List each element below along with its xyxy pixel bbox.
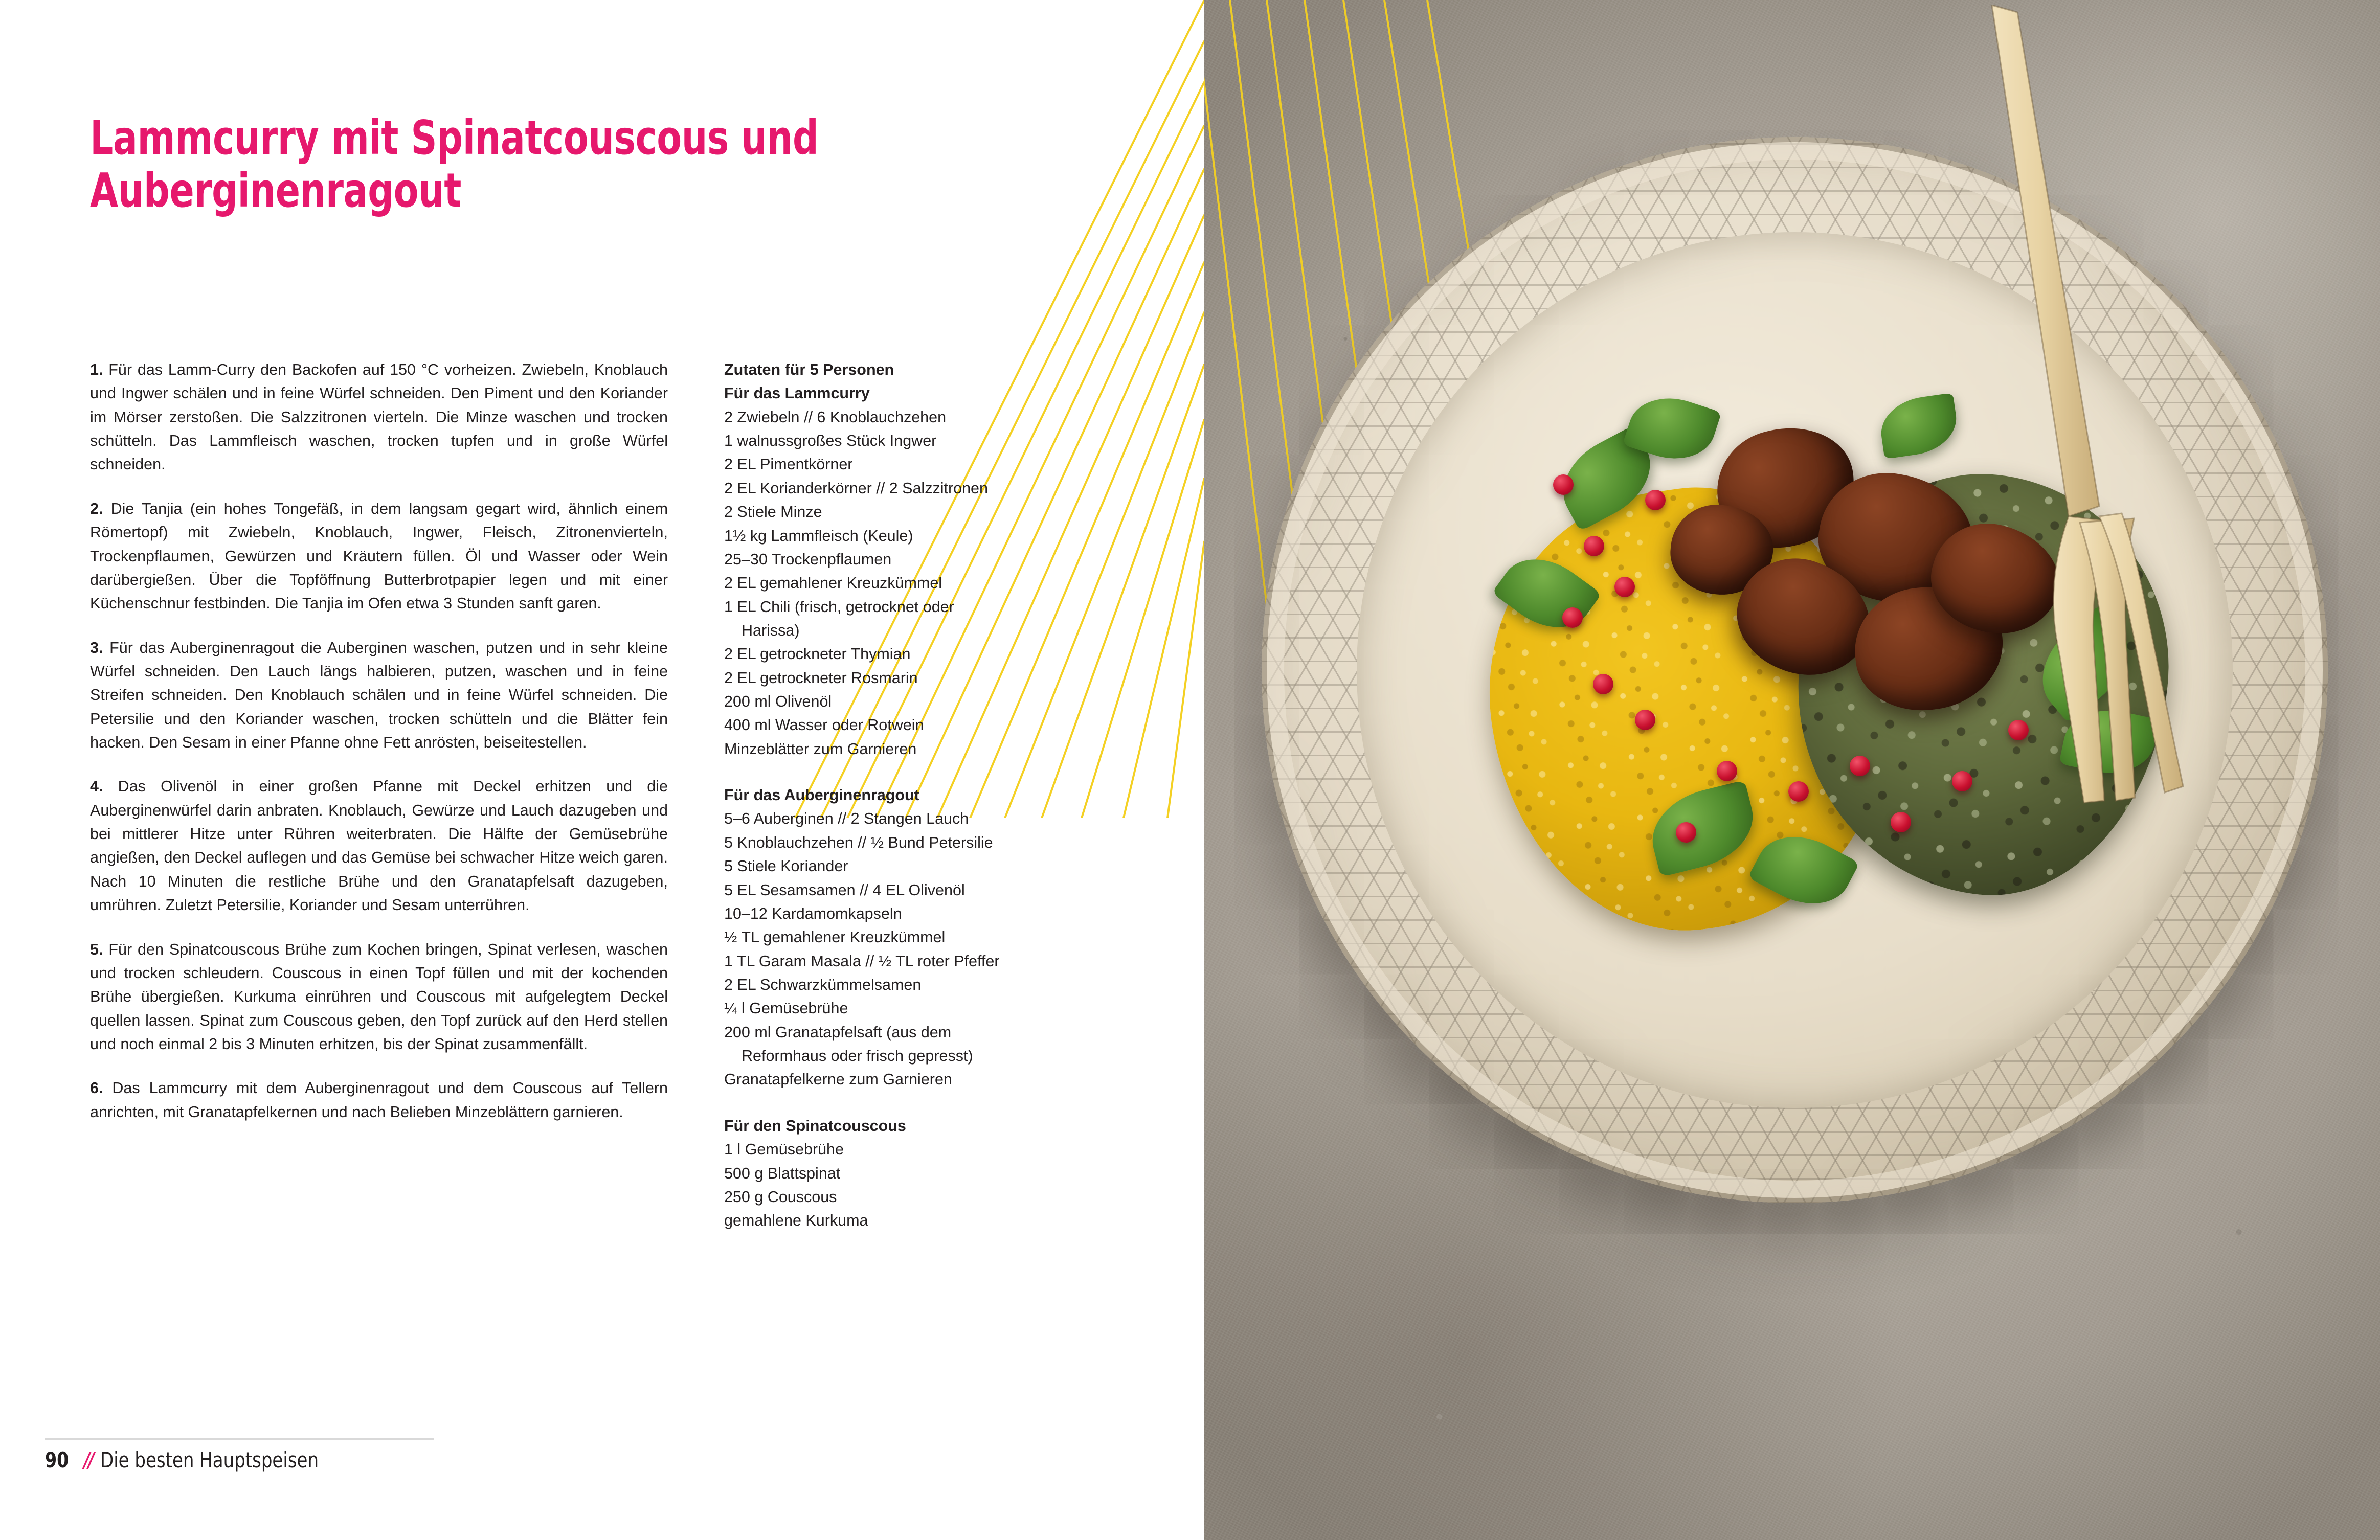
pomegranate-seed — [2008, 720, 2029, 740]
ingredient-line-continued: Harissa) — [742, 621, 800, 639]
pomegranate-seed — [1562, 607, 1583, 628]
pomegranate-seed — [1635, 710, 1655, 730]
ingredient-line: 2 EL Schwarzkümmelsamen — [724, 976, 922, 993]
ingredient-group-heading: Für das Lammcurry — [724, 384, 870, 402]
ingredient-line: 1 l Gemüsebrühe — [724, 1141, 844, 1159]
step-number: 1. — [90, 361, 103, 378]
page-number: 90 — [45, 1447, 69, 1473]
step-text: Die Tanjia (ein hohes Tongefäß, in dem langsam gegart wird, ähnlich einem Römertopf) mit Zwiebeln, Knoblauch, Ingwer, Fleisch, Zitronenvierteln, Trockenpflaumen, Gewürzen und Kräutern füllen. Öl und Wasser oder Wein darübergießen. Über die Topföffnung Butterbrotpapier legen und mit einer Küchenschnur festbinden. Die Tanjia im Ofen etwa 3 Stunden sanft garen. — [90, 500, 668, 613]
step-text: Das Olivenöl in einer großen Pfanne mit Deckel erhitzen und die Auberginenwürfel darin anbraten. Knoblauch, Gewürze und Lauch dazugeben und bei mittlerer Hitze unter Rühren weiterbraten. Die Hälfte der Gemüsebrühe angießen, den Deckel auflegen und das Gemüse bei schwacher Hitze weich garen. Nach 10 Minuten die restliche Brühe und den Granatapfelsaft dazugeben, umrühren. Zuletzt Petersilie, Koriander und Sesam unterrühren. — [90, 778, 668, 914]
step-item — [90, 497, 668, 616]
footer-divider — [45, 1438, 434, 1440]
ingredient-line: 10–12 Kardamomkapseln — [724, 904, 902, 922]
ingredient-line: ½ TL gemahlener Kreuzkümmel — [724, 928, 946, 946]
step-text: Das Lammcurry mit dem Auberginenragout und dem Couscous auf Tellern anrichten, mit Granatapfelkernen und nach Belieben Minzeblättern garnieren. — [90, 1079, 668, 1121]
ingredient-line: 1½ kg Lammfleisch (Keule) — [724, 527, 913, 545]
ingredient-line: 500 g Blattspinat — [724, 1164, 841, 1182]
ingredient-line: 1 TL Garam Masala // ½ TL roter Pfeffer — [724, 952, 1000, 970]
ingredient-line: 5–6 Auberginen // 2 Stangen Lauch — [724, 810, 969, 828]
step-number: 6. — [90, 1079, 103, 1097]
recipe-photo — [1204, 0, 2380, 1540]
ingredient-line: 1 EL Chili (frisch, getrocknet oder — [724, 598, 954, 616]
pomegranate-seed — [1614, 577, 1635, 597]
ingredient-line: 5 EL Sesamsamen // 4 EL Olivenöl — [724, 881, 965, 899]
ingredient-line: 1 walnussgroßes Stück Ingwer — [724, 432, 937, 450]
pomegranate-seed — [1788, 781, 1809, 802]
ingredient-line: 5 Knoblauchzehen // ½ Bund Petersilie — [724, 833, 993, 851]
ingredient-group — [724, 783, 1077, 1092]
pomegranate-seed — [1850, 756, 1870, 776]
ingredient-line: gemahlene Kurkuma — [724, 1212, 868, 1230]
ceramic-plate — [1262, 137, 2328, 1203]
pomegranate-seed — [1553, 474, 1574, 495]
ingredient-line: 200 ml Granatapfelsaft (aus dem — [724, 1023, 952, 1041]
step-item — [90, 775, 668, 917]
ingredient-line: 5 Stiele Koriander — [724, 857, 848, 875]
footer-separator: // — [81, 1447, 95, 1473]
ingredient-group-heading: Für den Spinatcouscous — [724, 1117, 906, 1135]
ingredient-line: ¼ l Gemüsebrühe — [724, 1000, 848, 1017]
ingredient-group — [724, 358, 1077, 761]
pomegranate-seed — [1717, 761, 1737, 781]
pomegranate-seed — [1891, 812, 1911, 832]
ingredient-line: Minzeblätter zum Garnieren — [724, 740, 917, 758]
page-title — [90, 111, 959, 217]
pomegranate-seed — [1593, 674, 1613, 694]
pomegranate-seed — [1584, 536, 1604, 556]
ingredient-line: 2 Stiele Minze — [724, 503, 822, 521]
ingredient-line: 2 EL getrockneter Thymian — [724, 645, 911, 663]
pomegranate-seed — [1645, 490, 1666, 510]
step-item — [90, 358, 668, 477]
page-footer — [45, 1447, 343, 1473]
plated-food — [1430, 321, 2177, 1027]
servings-heading: Zutaten für 5 Personen — [724, 361, 894, 378]
step-item — [90, 636, 668, 755]
ingredient-line: 2 EL gemahlener Kreuzkümmel — [724, 574, 942, 592]
preparation-steps — [90, 358, 668, 1233]
footer-section-label: Die besten Hauptspeisen — [100, 1447, 319, 1473]
step-item — [90, 938, 668, 1056]
ingredient-line: 400 ml Wasser oder Rotwein — [724, 716, 924, 734]
step-number: 3. — [90, 639, 103, 656]
ingredient-line: 2 EL getrockneter Rosmarin — [724, 669, 918, 687]
ingredient-line: 2 Zwiebeln // 6 Knoblauchzehen — [724, 408, 947, 426]
pomegranate-seed — [1952, 771, 1972, 791]
recipe-title: Lammcurry mit Spinatcouscous und Auberginenragout — [90, 110, 819, 218]
step-item — [90, 1076, 668, 1124]
ingredient-group — [724, 1114, 1077, 1233]
ingredient-line: 200 ml Olivenöl — [724, 693, 832, 711]
recipe-body — [90, 358, 1123, 1233]
ingredient-line-continued: Reformhaus oder frisch gepresst) — [742, 1047, 973, 1065]
ingredient-group-heading: Für das Auberginenragout — [724, 786, 919, 804]
step-number: 2. — [90, 500, 103, 517]
ingredients-column — [724, 358, 1077, 1233]
ingredient-line: 2 EL Pimentkörner — [724, 456, 853, 473]
step-text: Für das Auberginenragout die Auberginen waschen, putzen und in sehr kleine Würfel schneiden. Den Lauch längs halbieren, putzen, waschen und in feine Streifen schneiden. Den Knoblauch schälen und in feine Würfel schneiden. Die Petersilie und den Koriander waschen, trocken schütteln und die Blätter fein hacken. Den Sesam in einer Pfanne ohne Fett anrösten, beiseitestellen. — [90, 639, 668, 752]
pomegranate-seed — [1676, 822, 1696, 843]
step-number: 5. — [90, 940, 103, 958]
ingredient-line: Granatapfelkerne zum Garnieren — [724, 1071, 952, 1089]
ingredient-line: 2 EL Korianderkörner // 2 Salzzitronen — [724, 479, 988, 497]
step-text: Für das Lamm-Curry den Backofen auf 150 °C vorheizen. Zwiebeln, Knoblauch und Ingwer schälen und in feine Würfel schneiden. Den Piment und den Koriander im Mörser zerstoßen. Die Salzzitronen vierteln. Die Minze waschen und trocken schütteln. Das Lammfleisch waschen, trocken tupfen und in große Würfel schneiden. — [90, 361, 668, 473]
basil-leaf — [1877, 393, 1961, 459]
step-number: 4. — [90, 778, 103, 796]
ingredient-line: 250 g Couscous — [724, 1188, 837, 1206]
step-text: Für den Spinatcouscous Brühe zum Kochen bringen, Spinat verlesen, waschen und trocken schleudern. Couscous in einen Topf füllen und mit der kochenden Brühe übergießen. Kurkuma einrühren und Couscous mit aufgelegtem Deckel quellen lassen. Spinat zum Couscous geben, den Topf zurück auf den Herd stellen und noch einmal 2 bis 3 Minuten erhitzen, bis der Spinat zusammenfällt. — [90, 940, 668, 1053]
ingredient-line: 25–30 Trockenpflaumen — [724, 550, 892, 568]
